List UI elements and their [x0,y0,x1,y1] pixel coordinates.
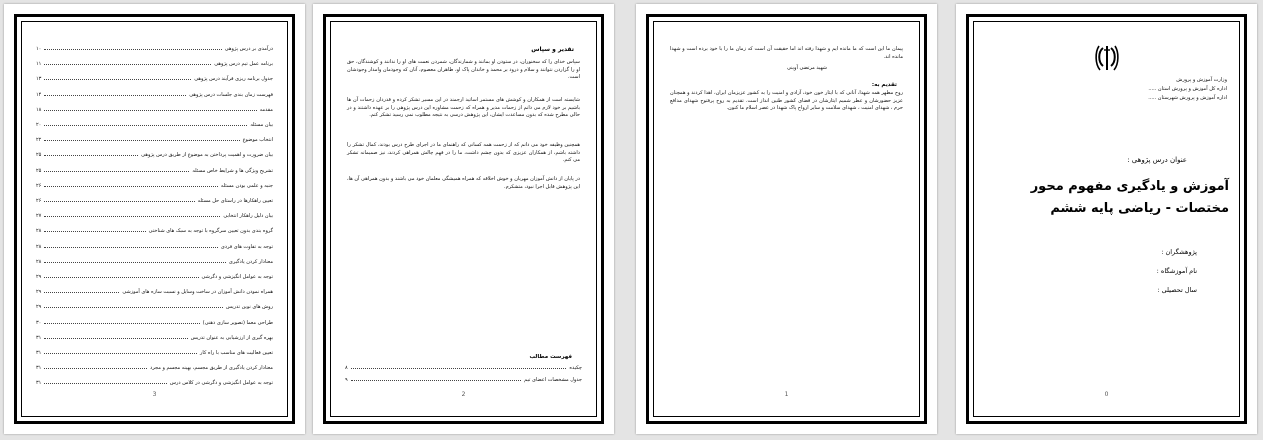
toc-row [36,148,273,158]
toc-entry-page: ۲۸ [36,258,42,265]
toc-entry-label: تعیین راهکارها در راستای حل مسئله [197,198,273,204]
page-number: 2 [461,391,466,398]
toc-entry-label: تعیین فعالیت های مناسب با راه کار [200,350,273,356]
page-number: 0 [1104,391,1109,398]
toc-entry-page: ۳۱ [36,380,42,387]
toc-entry-page: ۲۶ [36,198,42,204]
toc-entry-page: ۳۱ [36,365,42,372]
ack-paragraph-2: شایسته است از همکاران و کوشش های مستمر اساتید ارجمند در این مسیر تشکر کرده و قدردان زحمات آن ها باشیم بر خود لازم می دانم از زحمات مدیر و همراه که زحمت مشاوره این درس پژوهی را بر عهده داشتند و در حالی مطرح شده که بدون مساعدت ایشان، این پژوهش درسی به نتیجه مطلوب نمی رسید تشکر کنم. [347,97,580,119]
toc-row [36,346,273,356]
toc-row: چکیده ۸ [345,365,582,371]
toc-row [36,118,273,128]
toc-row [36,316,273,326]
toc-row [36,179,273,189]
toc-entry-label: طراحی معما (تصویر سازی ذهنی) [202,319,273,326]
page-cover [956,4,1257,434]
toc-entry-label: فهرست زمان بندی جلسات درس پژوهی [189,91,273,98]
toc-row [36,361,273,371]
toc-entry-label: روش های نوین تدریس [225,304,273,311]
toc-entry-label: توجه به تفاوت های فردی [220,243,273,250]
toc-row [36,103,273,113]
toc-entry-label: بهره گیری از ارزشیابی به عنوان تدریس [190,334,273,341]
toc-entry-label: توجه به عوامل انگیزشی و دگرشی [201,274,273,280]
page-number: 3 [152,391,157,398]
iran-emblem-icon [1094,44,1120,72]
toc-row [36,88,273,98]
toc-entry-page: ۳۱ [36,350,42,356]
toc-entry-label: معنادار کردن یادگیری از طریق مجسم، بهینه مجسم و مجرد [149,365,273,372]
toc-entry-page: ۲۵ [36,167,42,174]
dedication-body: روح مطهر همه شهدا، آنانی که با ایثار خون خود، آزادی و امنیت را به کشور عزیزمان ایران، اهدا کردند و همچنان عزیز حضورشان و عطر شمیم ایثارشان در فضای کشور طنین انداز است. تقدیم به روح پرفتوح شهدای مدافع حرم ، شهدای امنیت ، شهدای سلامت و سایر ارواح پاک شهدا در عصر اسلام ما کنون. [670,90,903,112]
toc-row [36,270,273,280]
toc-row [36,255,273,265]
toc-row [36,133,273,143]
toc-title: فهرست مطالب [529,354,572,360]
ack-paragraph-3: همچنین وظیفه خود می دانم که از زحمت همه کسانی که راهنمای ما در اجرای طرح درس بودند، کمال تشکر را داشته باشم، از همکاران عزیزی که بدون چشم داشت، ما را در فهم چالش همراهی کردند، نیز صمیمانه تشکر می کنم. [347,142,580,164]
toc-entry-page: ۳۱ [36,334,42,341]
toc-entry-page: ۱۳ [36,76,42,83]
page-dedication [636,4,937,434]
cover-title: آموزش و یادگیری مفهوم محور مختصات - ریاضی پایه ششم [1030,179,1229,216]
toc-row [36,194,273,204]
page-toc [4,4,305,434]
toc-entry-page: ۱۱ [36,61,42,68]
toc-entry-page: ۲۹ [36,289,42,296]
toc-entry-label: گروه بندی بدون تعیین سرگروه با توجه به سبک های شناختی [148,228,273,235]
toc-entry-label: جدول برنامه ریزی فرآیند درس پژوهی [194,76,273,83]
cover-subtitle: عنوان درس پژوهی : [1127,156,1187,164]
toc-entry-page: ۲۲ [36,137,42,144]
academic-year-field: سال تحصیلی : [1157,286,1197,294]
toc-entry-page: ۲۶ [36,182,42,189]
page-acknowledgement [313,4,614,434]
dedication-quote: پیمان ما این است که ما مانده ایم و شهدا رفته اند اما حقیقت آن است که زمان ما را با خود برده است و شهدا مانده اند. [670,46,903,60]
toc-row [36,57,273,67]
toc-entry-page: ۲۰ [36,122,42,128]
toc-entry-page: ۲۸ [36,243,42,250]
toc-entry-label: همراه نمودن دانش آموزان در ساخت وسایل و نسبت سازه های آموزشی [122,289,273,296]
toc-entry-page: ۲۹ [36,304,42,311]
toc-entry-label: معنادار کردن یادگیری [228,258,273,265]
toc-row [36,240,273,250]
toc-entry-page: ۲۸ [36,228,42,235]
ack-paragraph-4: در پایان از دانش آموزان مهربان و خوش اخلاقه که همراه همیشگی معلمان خود می باشند و بدون همراهی آن ها، این پژوهش قابل اجرا نبود، متشکرم. [347,176,580,190]
toc-row [36,224,273,234]
toc-entry-label: تشریح ویژگی ها و شرایط خاص مسئله [192,167,273,174]
toc-entry-page: ۱۰ [36,46,42,52]
toc-entry-page: ۲۷ [36,213,42,220]
toc-row [36,72,273,82]
toc-entry-label: مقدمه [259,106,273,113]
toc-entry-page: ۱۴ [36,91,42,98]
ack-paragraph-1: سپاس خدای را که سخنوران، در ستودن او بمانند و شمارندگان، شمردن نعمت های او را ندانند و کوشندگان، حق او را گزاردن نتوانند و سلام و درود بر محمد و خاندان پاک او، طاهران معصوم، آنان که وجودمان وامدار وجودشان است. [347,59,580,81]
toc-entry-label: بیان دلیل راهکار انتخابی [223,213,273,220]
toc-row [36,331,273,341]
toc-entry-page: ۳۰ [36,319,42,326]
toc-row [36,42,273,52]
toc-entry-label: درآمدی بر درس پژوهی [224,46,273,52]
dedication-author: شهید مرتضی آوینی [786,65,827,71]
toc-row [36,209,273,219]
toc-entry-label: جنبه و علمی بودن مسئله [220,182,273,189]
cover-header: وزارت آموزش و پرورش اداره کل آموزش و پرورش استان ..... اداره آموزش و پرورش شهرستان ..... [1148,77,1227,101]
toc-entry-page: ۲۹ [36,274,42,280]
researchers-field: پژوهشگران : [1161,248,1197,256]
school-name-field: نام آموزشگاه : [1156,267,1197,275]
toc-entry-label: بیان ضرورت و اهمیت پرداختن به موضوع از طریق درس پژوهی [141,152,273,159]
toc-entry-label: برنامه عمل تیم درس پژوهی [214,61,273,68]
toc-entry-page: ۲۵ [36,152,42,159]
toc-row [36,164,273,174]
toc-entry-label: انتخاب موضوع [242,137,273,144]
toc-entry-page: ۱۸ [36,106,42,113]
toc-entry-label: توجه به عوامل انگیزشی و دگرشی در کلاس درس [169,380,273,387]
ack-title: تقدیر و سپاس [531,46,574,53]
toc-row [36,300,273,310]
dedication-heading: تقدیم به: [871,82,897,88]
page-number: 1 [784,391,789,398]
toc-row [36,285,273,295]
toc-entry-label: بیان مسئله [250,122,273,128]
toc-row: جدول مشخصات اعضای تیم ۹ [345,377,582,383]
toc-row [36,376,273,386]
